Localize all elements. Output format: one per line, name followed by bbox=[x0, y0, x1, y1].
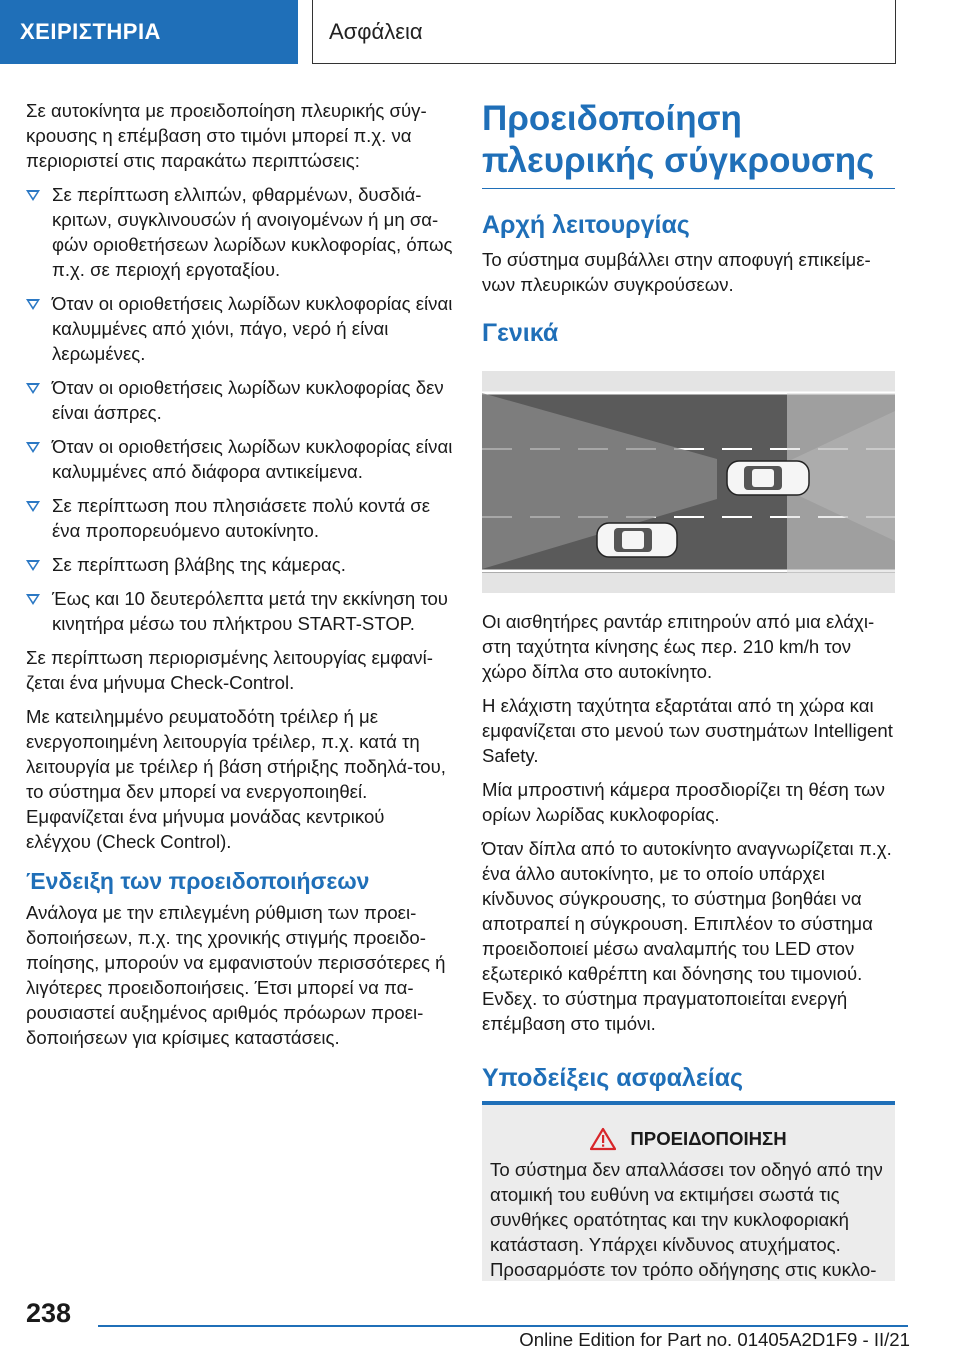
principle-paragraph: Το σύστημα συμβάλλει στην αποφυγή επικείμε-νων πλευρικών συγκρούσεων. bbox=[482, 249, 871, 295]
list-item: Σε περίπτωση βλάβης της κάμερας. bbox=[26, 552, 454, 577]
bullet-triangle-icon bbox=[26, 299, 40, 310]
road-diagram-icon bbox=[482, 371, 895, 593]
warning-title bbox=[490, 1127, 887, 1151]
chapter-tab[interactable] bbox=[0, 0, 298, 64]
check-control-paragraph: Σε περίπτωση περιορισμένης λειτουργίας εμφανί-ζεται ένα μήνυμα Check-Control. bbox=[26, 647, 433, 693]
trailer-paragraph: Με κατειλημμένο ρευματοδότη τρέιλερ ή με ενεργοποιημένη λειτουργία τρέιλερ, π.χ. κατά τη λειτουργία με τρέιλερ ή βάση στήριξης ποδηλά-του, το σύστημα δεν μπορεί να ενεργοποιηθεί. Εμφανίζεται ένα μήνυμα μονάδας κεντρικού ελέγχου (Check Control). bbox=[26, 706, 446, 852]
left-column bbox=[26, 98, 454, 1059]
right-column bbox=[482, 98, 895, 1100]
radar-paragraph: Οι αισθητήρες ραντάρ επιτηρούν από μια ελάχι-στη ταχύτητα κίνησης έως περ. 210 km/h τον χώρο δίπλα στο αυτοκίνητο. bbox=[482, 611, 875, 682]
general-heading: Γενικά bbox=[482, 319, 559, 347]
chapter-tab-label: ΧΕΙΡΙΣΤΗΡΙΑ bbox=[20, 19, 161, 44]
list-item: Έως και 10 δευτερόλεπτα μετά την εκκίνηση του κινητήρα μέσω του πλήκτρου START-STOP. bbox=[26, 586, 454, 636]
bullet-triangle-icon bbox=[26, 383, 40, 394]
limitation-list bbox=[26, 182, 454, 636]
list-item: Όταν οι οριοθετήσεις λωρίδων κυκλοφορίας δεν είναι άσπρες. bbox=[26, 375, 454, 425]
page-title: Προειδοποίηση πλευρικής σύγκρουσης bbox=[482, 98, 895, 189]
section-header bbox=[312, 0, 896, 64]
intro-paragraph: Σε αυτοκίνητα με προειδοποίηση πλευρικής σύγ-κρουσης η επέμβαση στο τιμόνι μπορεί π.χ. να περιοριστεί στις παρακάτω περιπτώσεις: bbox=[26, 100, 427, 171]
list-item: Σε περίπτωση ελλιπών, φθαρμένων, δυσδιά-κριτων, συγκλινουσών ή ανοιγομένων ή μη σα-φών οριοθετήσεων λωρίδων κυκλοφορίας, όπως π.χ. σε περιοχή εργοταξίου. bbox=[26, 182, 454, 282]
bullet-triangle-icon bbox=[26, 501, 40, 512]
bullet-triangle-icon bbox=[26, 560, 40, 571]
footer-edition: Online Edition for Part no. 01405A2D1F9 - II/21 bbox=[519, 1329, 910, 1350]
warning-title-label: ΠΡΟΕΙΔΟΠΟΙΗΣΗ bbox=[630, 1128, 787, 1149]
collision-paragraph: Όταν δίπλα από το αυτοκίνητο αναγνωρίζεται π.χ. ένα άλλο αυτοκίνητο, με το οποίο υπάρχει κίνδυνος σύγκρουσης, το σύστημα βοηθάει να αποτραπεί η σύγκρουση. Επιπλέον το σύστημα προειδοποιεί μέσω αναλαμπής του LED στον εξωτερικό καθρέπτη και δόνησης του τιμονιού. Ενδεχ. το σύστημα πραγματοποιείται ενεργή επέμβαση στο τιμόνι. bbox=[482, 838, 892, 1034]
warnings-display-paragraph: Ανάλογα με την επιλεγμένη ρύθμιση των προει-δοποιήσεων, π.χ. της χρονικής στιγμής προειδο-ποίησης, μπορούν να εμφανιστούν περισσότερες ή λιγότερες προειδοποιήσεις. Έτσι μπορεί να πα-ρουσιαστεί αυξημένος αριθμός πρόωρων προει-δοποιήσεων για κρίσιμες καταστάσεις. bbox=[26, 902, 446, 1048]
warning-triangle-icon bbox=[590, 1127, 616, 1151]
camera-paragraph: Μία μπροστινή κάμερα προσδιορίζει τη θέση των ορίων λωρίδας κυκλοφορίας. bbox=[482, 779, 885, 825]
bullet-triangle-icon bbox=[26, 594, 40, 605]
section-header-label: Ασφάλεια bbox=[329, 18, 423, 44]
warning-box bbox=[482, 1101, 895, 1281]
safety-heading: Υποδείξεις ασφαλείας bbox=[482, 1064, 744, 1092]
car-front-icon bbox=[727, 461, 809, 495]
car-rear-icon bbox=[597, 523, 677, 557]
footer-divider bbox=[98, 1325, 908, 1327]
page-number: 238 bbox=[26, 1298, 72, 1328]
warning-text: Το σύστημα δεν απαλλάσσει τον οδηγό από την ατομική του ευθύνη να εκτιμήσει σωστά τις συνθήκες ορατότητας και την κυκλοφοριακή κατάσταση. Υπάρχει κίνδυνος ατυχήματος. Προσαρμόστε τον τρόπο οδήγησης στις κυκλο- bbox=[490, 1159, 883, 1280]
warnings-display-heading: Ένδειξη των προειδοποιήσεων bbox=[26, 868, 370, 894]
list-item: Όταν οι οριοθετήσεις λωρίδων κυκλοφορίας είναι καλυμμένες από διάφορα αντικείμενα. bbox=[26, 434, 454, 484]
list-item: Όταν οι οριοθετήσεις λωρίδων κυκλοφορίας είναι καλυμμένες από χιόνι, πάγο, νερό ή είναι λερωμένες. bbox=[26, 291, 454, 366]
radar-coverage-illustration bbox=[482, 371, 895, 593]
min-speed-paragraph: Η ελάχιστη ταχύτητα εξαρτάται από τη χώρα και εμφανίζεται στο μενού των συστημάτων Intelligent Safety. bbox=[482, 695, 893, 766]
bullet-triangle-icon bbox=[26, 442, 40, 453]
list-item: Σε περίπτωση που πλησιάσετε πολύ κοντά σε ένα προπορευόμενο αυτοκίνητο. bbox=[26, 493, 454, 543]
bullet-triangle-icon bbox=[26, 190, 40, 201]
principle-heading: Αρχή λειτουργίας bbox=[482, 211, 690, 239]
